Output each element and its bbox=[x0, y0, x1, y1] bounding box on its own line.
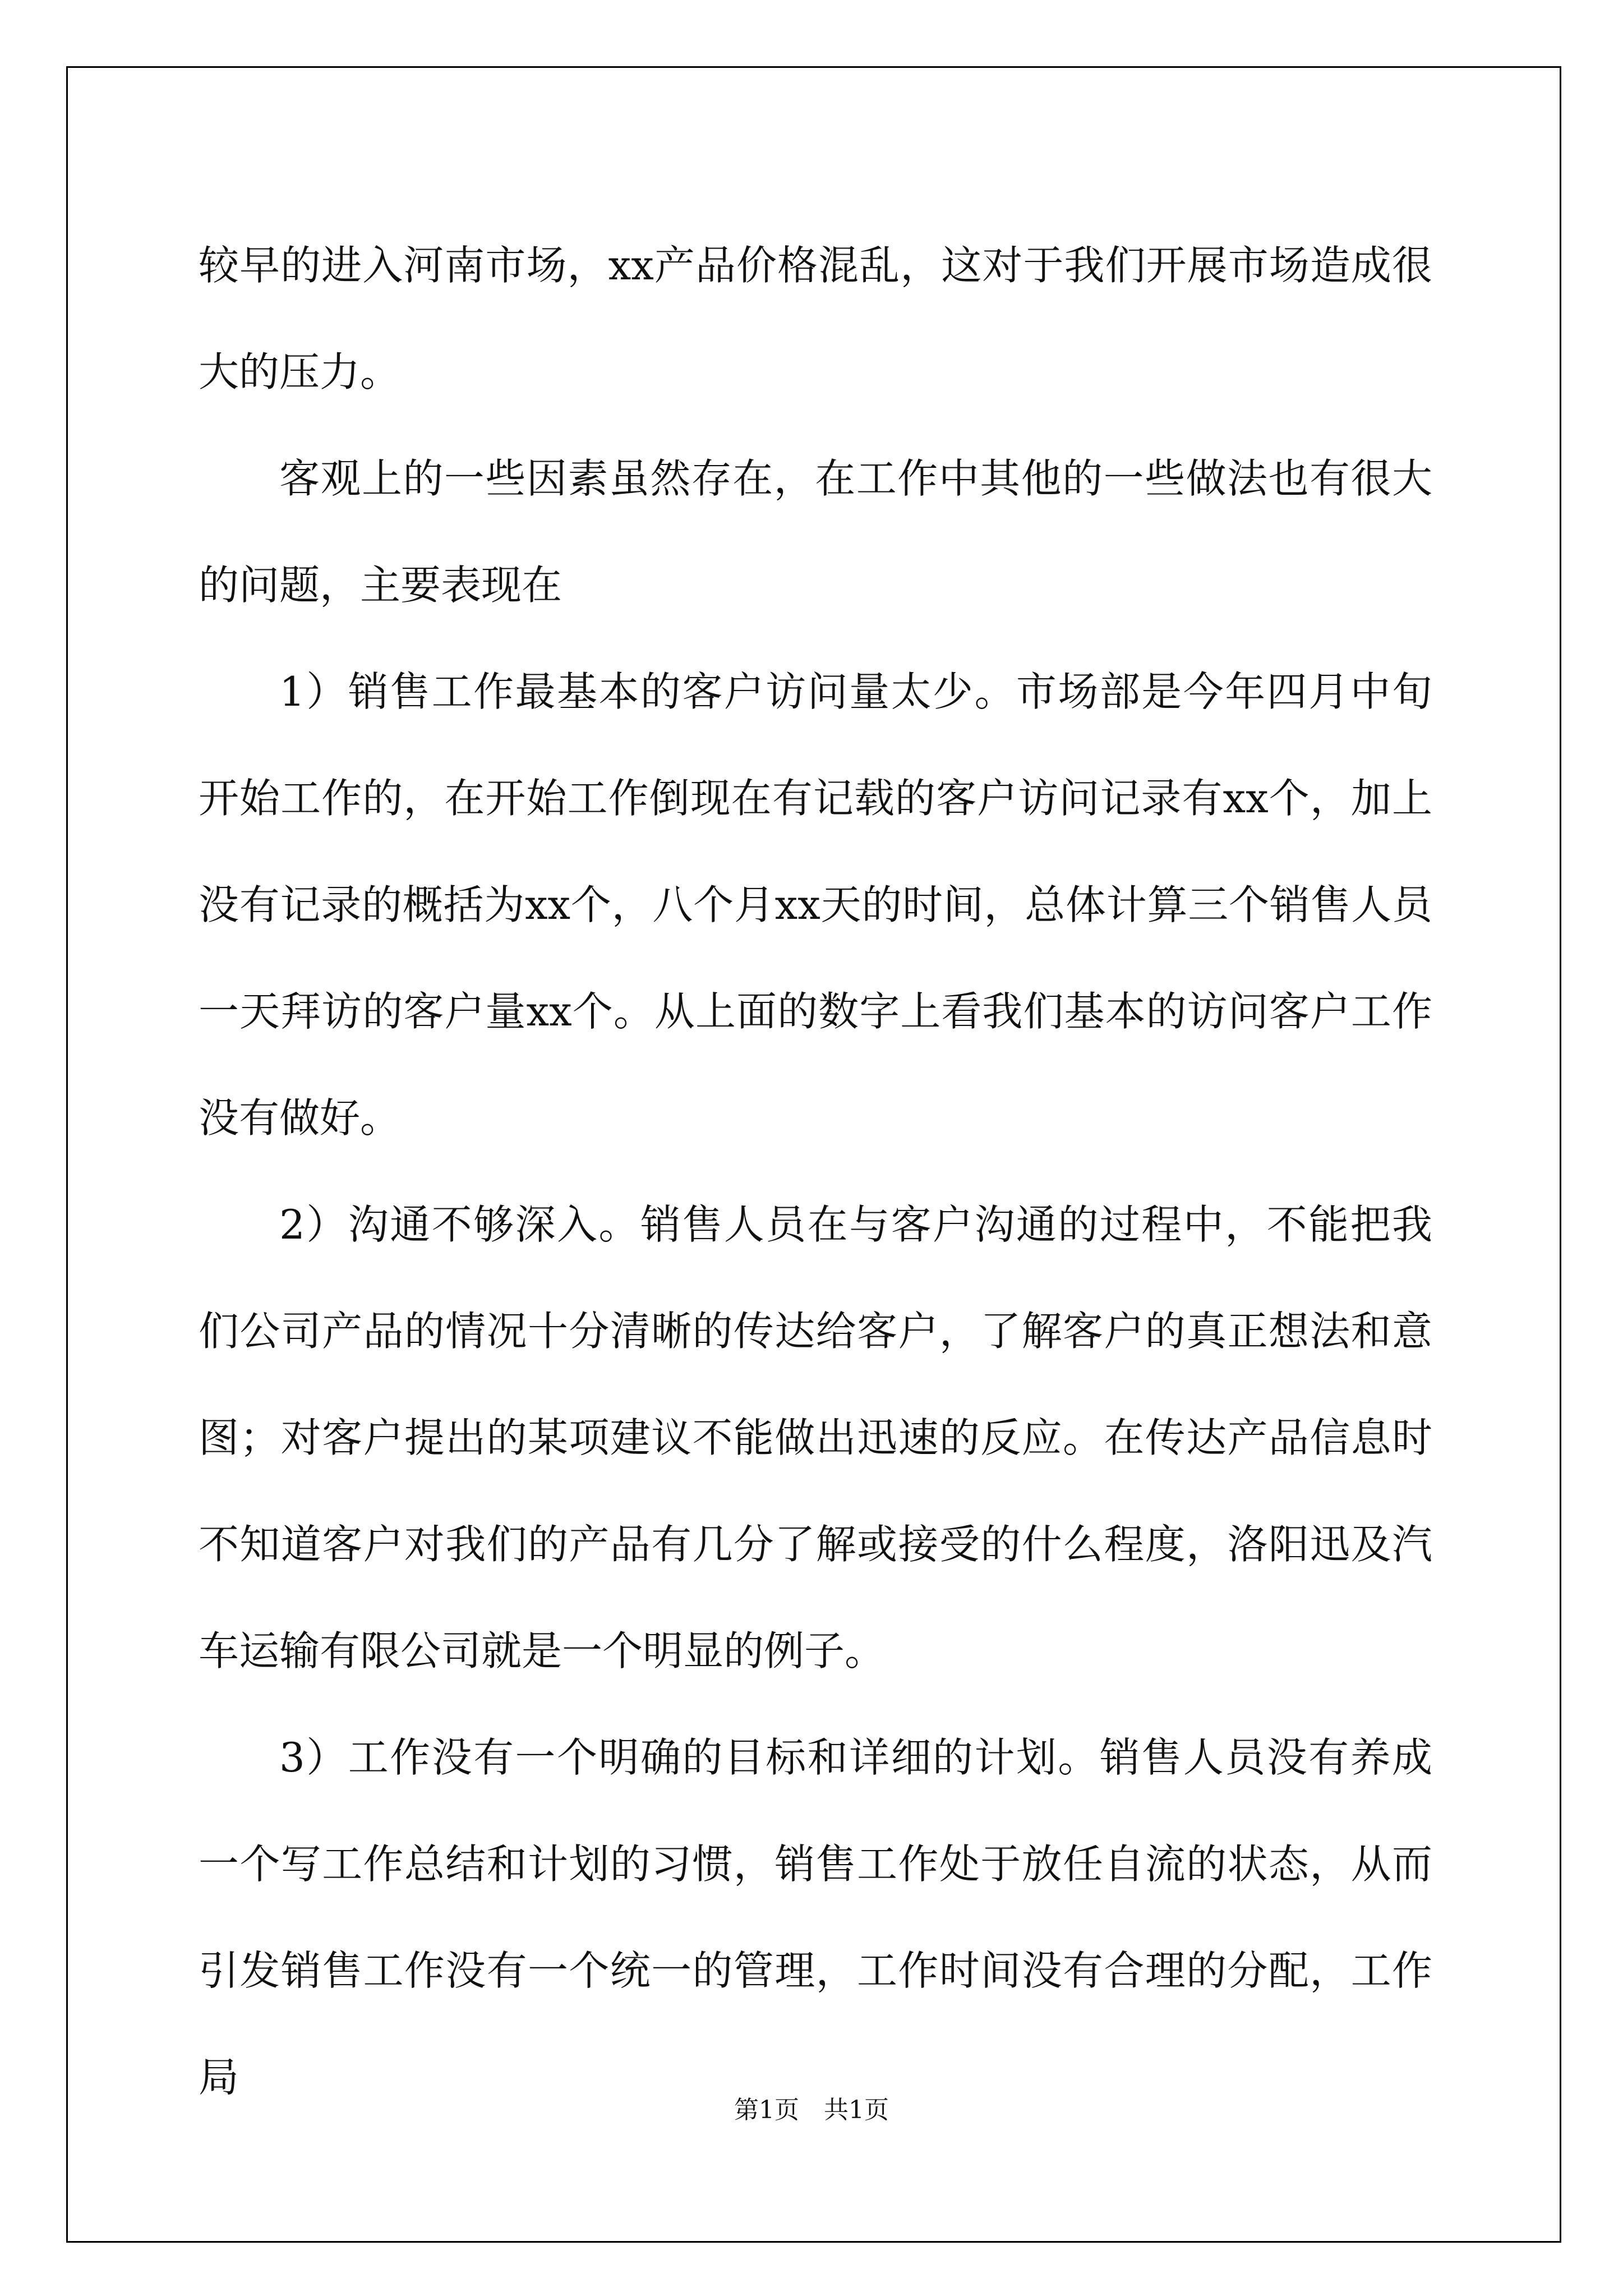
document-body bbox=[199, 212, 1432, 2131]
paragraph-4: 2）沟通不够深入。销售人员在与客户沟通的过程中，不能把我们公司产品的情况十分清晰的传达给客户，了解客户的真正想法和意图；对客户提出的某项建议不能做出迅速的反应。在传达产品信息时不知道客户对我们的产品有几分了解或接受的什么程度，洛阳迅及汽车运输有限公司就是一个明显的例子。 bbox=[199, 1201, 1432, 1674]
page-footer: 第1页 共1页 bbox=[734, 2096, 889, 2124]
paragraph-2: 客观上的一些因素虽然存在，在工作中其他的一些做法也有很大的问题，主要表现在 bbox=[199, 455, 1432, 609]
paragraph-5: 3）工作没有一个明确的目标和详细的计划。销售人员没有养成一个写工作总结和计划的习惯，销售工作处于放任自流的状态，从而引发销售工作没有一个统一的管理，工作时间没有合理的分配，工作局 bbox=[199, 1734, 1432, 2101]
paragraph-3: 1）销售工作最基本的客户访问量太少。市场部是今年四月中旬开始工作的，在开始工作倒现在有记载的客户访问记录有xx个，加上没有记录的概括为xx个，八个月xx天的时间，总体计算三个销售人员一天拜访的客户量xx个。从上面的数字上看我们基本的访问客户工作没有做好。 bbox=[199, 668, 1432, 1142]
paragraph-1: 较早的进入河南市场，xx产品价格混乱，这对于我们开展市场造成很大的压力。 bbox=[199, 242, 1432, 395]
